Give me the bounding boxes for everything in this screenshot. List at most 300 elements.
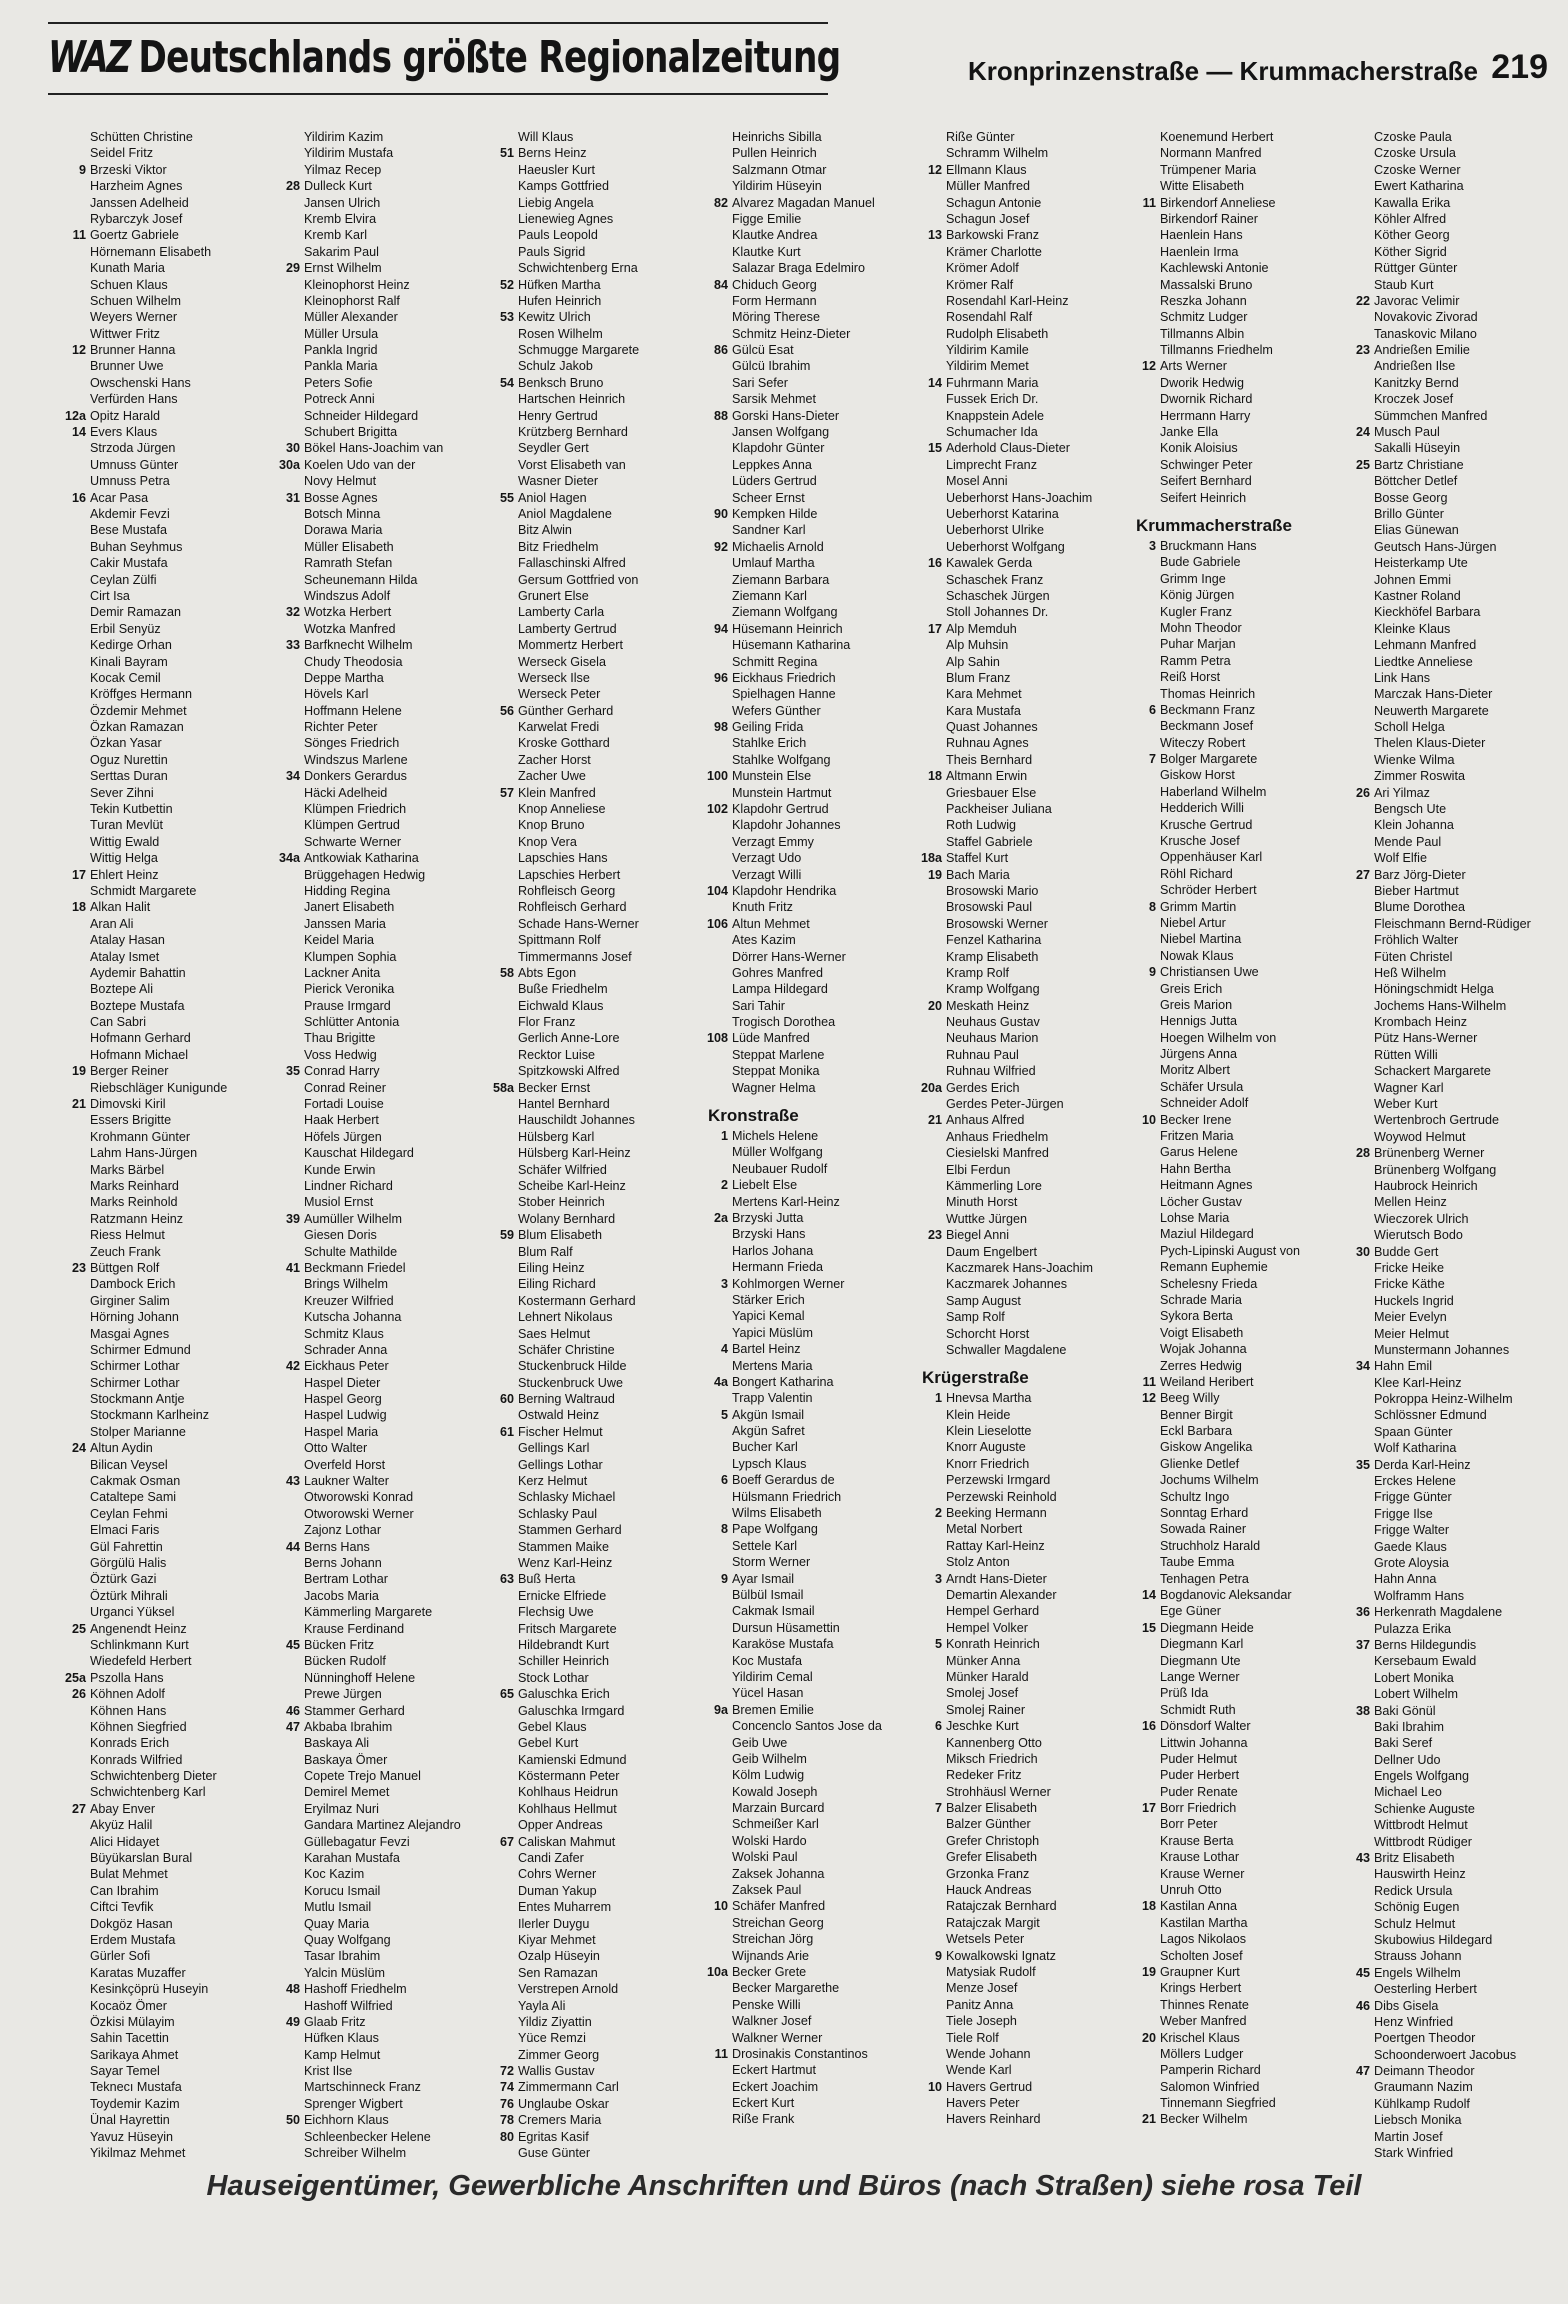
resident-name: Deppe Martha bbox=[304, 670, 384, 685]
resident-name: Heitmann Agnes bbox=[1160, 1178, 1253, 1193]
list-item bbox=[1132, 277, 1347, 293]
list-item bbox=[918, 1456, 1133, 1472]
resident-name: Bach Maria bbox=[946, 867, 1010, 882]
resident-name: Gerdes Erich bbox=[946, 1080, 1020, 1095]
list-item bbox=[490, 735, 705, 751]
house-number: 16 bbox=[71, 490, 86, 505]
list-item bbox=[704, 391, 919, 407]
list-item bbox=[1132, 1882, 1347, 1898]
list-item bbox=[276, 1178, 491, 1194]
list-item bbox=[1346, 1276, 1561, 1292]
list-item bbox=[490, 1686, 705, 1702]
list-item bbox=[276, 1948, 491, 1964]
list-item bbox=[1346, 309, 1561, 325]
resident-name: Schröder Herbert bbox=[1160, 883, 1257, 898]
resident-name: Neuhaus Marion bbox=[946, 1031, 1039, 1046]
list-item bbox=[490, 719, 705, 735]
resident-name: Füten Christel bbox=[1374, 949, 1453, 964]
resident-name: Konrath Heinrich bbox=[946, 1637, 1040, 1652]
list-item bbox=[276, 1424, 491, 1440]
list-item bbox=[276, 1489, 491, 1505]
house-number: 1 bbox=[934, 1391, 942, 1406]
resident-name: Rosendahl Ralf bbox=[946, 310, 1033, 325]
list-item bbox=[1132, 1325, 1347, 1341]
list-item bbox=[490, 1965, 705, 1981]
resident-name: Lamberty Gertrud bbox=[518, 621, 617, 636]
resident-name: Brunner Hanna bbox=[90, 343, 176, 358]
resident-name: Sümmchen Manfred bbox=[1374, 408, 1488, 423]
house-number: 18 bbox=[1141, 1899, 1156, 1914]
resident-name: Birkendorf Anneliese bbox=[1160, 195, 1276, 210]
list-item bbox=[704, 1276, 919, 1292]
resident-name: Christiansen Uwe bbox=[1160, 965, 1259, 980]
resident-name: Wolany Bernhard bbox=[518, 1211, 616, 1226]
resident-name: Zaksek Johanna bbox=[732, 1866, 825, 1881]
resident-name: Yüce Remzi bbox=[518, 2031, 586, 2046]
list-item bbox=[1346, 408, 1561, 424]
list-item bbox=[62, 1571, 277, 1587]
resident-name: Schneider Hildegard bbox=[304, 408, 419, 423]
resident-name: Puder Herbert bbox=[1160, 1768, 1240, 1783]
resident-name: Arndt Hans-Dieter bbox=[946, 1571, 1047, 1586]
list-item bbox=[276, 1162, 491, 1178]
list-item bbox=[276, 1145, 491, 1161]
house-number: 14 bbox=[927, 375, 942, 390]
list-item bbox=[62, 1932, 277, 1948]
resident-name: Neuhaus Gustav bbox=[946, 1015, 1040, 1030]
resident-name: Ozalp Hüseyin bbox=[518, 1949, 600, 1964]
list-item bbox=[704, 342, 919, 358]
resident-name: Yildirim Cemal bbox=[732, 1669, 813, 1684]
resident-name: Reiß Horst bbox=[1160, 670, 1221, 685]
resident-name: Ziemann Karl bbox=[732, 588, 807, 603]
resident-name: Hofmann Gerhard bbox=[90, 1031, 191, 1046]
resident-name: Verfürden Hans bbox=[90, 392, 178, 407]
resident-name: Konrads Erich bbox=[90, 1736, 170, 1751]
resident-name: Masgai Agnes bbox=[90, 1326, 170, 1341]
resident-name: Zerres Hedwig bbox=[1160, 1358, 1242, 1373]
list-item bbox=[490, 686, 705, 702]
list-item bbox=[490, 867, 705, 883]
house-number: 17 bbox=[71, 867, 86, 882]
resident-name: Wallis Gustav bbox=[518, 2064, 595, 2079]
list-item bbox=[1132, 1931, 1347, 1947]
house-number: 45 bbox=[285, 1637, 300, 1652]
list-item bbox=[490, 785, 705, 801]
list-item bbox=[1132, 1144, 1347, 1160]
list-item bbox=[1346, 1293, 1561, 1309]
house-number: 26 bbox=[1355, 785, 1370, 800]
resident-name: Schäfer Christine bbox=[518, 1342, 615, 1357]
house-number: 84 bbox=[713, 277, 728, 292]
resident-name: Rosendahl Karl-Heinz bbox=[946, 293, 1069, 308]
list-item bbox=[1346, 375, 1561, 391]
resident-name: Baskaya Ali bbox=[304, 1736, 370, 1751]
list-item bbox=[1346, 1768, 1561, 1784]
list-item bbox=[490, 375, 705, 391]
resident-name: Schlasky Paul bbox=[518, 1506, 598, 1521]
resident-name: Elias Günewan bbox=[1374, 523, 1459, 538]
list-item bbox=[704, 1292, 919, 1308]
house-number: 32 bbox=[285, 605, 300, 620]
resident-name: Jacobs Maria bbox=[304, 1588, 379, 1603]
list-item bbox=[1346, 1588, 1561, 1604]
list-item bbox=[1346, 326, 1561, 342]
list-item bbox=[704, 1128, 919, 1144]
list-item bbox=[490, 752, 705, 768]
resident-name: Meier Helmut bbox=[1374, 1326, 1449, 1341]
list-item bbox=[918, 244, 1133, 260]
house-number: 13 bbox=[927, 228, 942, 243]
resident-name: Özkan Ramazan bbox=[90, 720, 184, 735]
resident-name: Kostermann Gerhard bbox=[518, 1293, 636, 1308]
list-item bbox=[62, 1998, 277, 2014]
resident-name: Fuhrmann Maria bbox=[946, 375, 1039, 390]
list-item bbox=[276, 670, 491, 686]
list-item bbox=[704, 1948, 919, 1964]
list-item bbox=[704, 1735, 919, 1751]
resident-name: Brosowski Mario bbox=[946, 883, 1039, 898]
list-item bbox=[1132, 1997, 1347, 2013]
house-number: 49 bbox=[285, 2014, 300, 2029]
list-item bbox=[918, 211, 1133, 227]
list-item bbox=[62, 1194, 277, 1210]
list-item bbox=[704, 1603, 919, 1619]
resident-name: Mommertz Herbert bbox=[518, 638, 623, 653]
list-item bbox=[62, 1555, 277, 1571]
resident-name: Musch Paul bbox=[1374, 425, 1440, 440]
resident-name: Möllers Ludger bbox=[1160, 2046, 1244, 2061]
resident-name: Kieckhöfel Barbara bbox=[1374, 605, 1481, 620]
resident-name: Storm Werner bbox=[732, 1555, 811, 1570]
resident-name: Jürgens Anna bbox=[1160, 1047, 1238, 1062]
list-item bbox=[1346, 440, 1561, 456]
list-item bbox=[1132, 964, 1347, 980]
resident-name: Ratajczak Margit bbox=[946, 1915, 1040, 1930]
resident-name: Wittwer Fritz bbox=[90, 326, 160, 341]
list-item bbox=[1132, 882, 1347, 898]
resident-name: Karahan Mustafa bbox=[304, 1851, 400, 1866]
list-item bbox=[1132, 227, 1347, 243]
resident-name: Kanitzky Bernd bbox=[1374, 375, 1459, 390]
list-item bbox=[1132, 490, 1347, 506]
list-item bbox=[276, 1260, 491, 1276]
resident-name: Richter Peter bbox=[304, 720, 378, 735]
list-item bbox=[918, 1751, 1133, 1767]
list-item bbox=[1346, 358, 1561, 374]
list-item bbox=[918, 1816, 1133, 1832]
list-item bbox=[276, 2014, 491, 2030]
resident-name: Köther Sigrid bbox=[1374, 244, 1447, 259]
list-item bbox=[490, 1244, 705, 1260]
resident-name: Tinnemann Siegfried bbox=[1160, 2096, 1276, 2111]
house-number: 5 bbox=[720, 1407, 728, 1422]
list-item bbox=[62, 850, 277, 866]
resident-name: Spittmann Rolf bbox=[518, 933, 601, 948]
resident-name: Giskow Angelika bbox=[1160, 1440, 1253, 1455]
house-number: 9 bbox=[720, 1571, 728, 1586]
resident-name: Diegmann Karl bbox=[1160, 1637, 1244, 1652]
resident-name: Struchholz Harald bbox=[1160, 1538, 1261, 1553]
resident-name: Benner Birgit bbox=[1160, 1407, 1233, 1422]
list-item bbox=[62, 1129, 277, 1145]
house-number: 37 bbox=[1355, 1637, 1370, 1652]
resident-name: Lüders Gertrud bbox=[732, 474, 817, 489]
resident-name: Jansen Wolfgang bbox=[732, 425, 830, 440]
resident-name: Schwichtenberg Dieter bbox=[90, 1769, 217, 1784]
list-item bbox=[1132, 981, 1347, 997]
resident-name: Kremb Elvira bbox=[304, 211, 377, 226]
resident-name: Schlinkmann Kurt bbox=[90, 1637, 189, 1652]
list-item bbox=[704, 506, 919, 522]
resident-name: Opitz Harald bbox=[90, 408, 160, 423]
list-item bbox=[704, 178, 919, 194]
resident-name: Yildiz Ziyattin bbox=[518, 2014, 592, 2029]
resident-name: Serttas Duran bbox=[90, 769, 168, 784]
list-item bbox=[62, 1309, 277, 1325]
resident-name: Herrmann Harry bbox=[1160, 408, 1251, 423]
resident-name: Bartz Christiane bbox=[1374, 457, 1464, 472]
list-item bbox=[1132, 129, 1347, 145]
list-item bbox=[62, 1899, 277, 1915]
list-item bbox=[1346, 457, 1561, 473]
list-item bbox=[1346, 1817, 1561, 1833]
list-item bbox=[490, 1178, 705, 1194]
list-item bbox=[1346, 703, 1561, 719]
resident-name: Will Klaus bbox=[518, 130, 574, 144]
resident-name: Lapschies Hans bbox=[518, 851, 608, 866]
page-number: 219 bbox=[1491, 48, 1548, 86]
list-item bbox=[276, 1735, 491, 1751]
list-item bbox=[704, 1161, 919, 1177]
resident-name: Demir Ramazan bbox=[90, 605, 181, 620]
resident-name: Kleinophorst Heinz bbox=[304, 277, 410, 292]
resident-name: Schagun Antonie bbox=[946, 195, 1042, 210]
resident-name: Schönig Eugen bbox=[1374, 1900, 1460, 1915]
resident-name: Altun Aydin bbox=[90, 1441, 153, 1456]
list-item bbox=[490, 293, 705, 309]
resident-name: Brzyski Hans bbox=[732, 1227, 806, 1242]
list-item bbox=[490, 1817, 705, 1833]
list-item bbox=[918, 1178, 1133, 1194]
resident-name: Gebel Kurt bbox=[518, 1736, 579, 1751]
resident-name: Berns Hans bbox=[304, 1539, 370, 1554]
resident-name: Bitz Friedhelm bbox=[518, 539, 599, 554]
list-item bbox=[918, 654, 1133, 670]
list-item bbox=[704, 1325, 919, 1341]
list-item bbox=[1346, 1506, 1561, 1522]
house-number: 54 bbox=[499, 375, 514, 390]
list-item bbox=[704, 1915, 919, 1931]
house-number: 52 bbox=[499, 277, 514, 292]
house-number: 34 bbox=[1355, 1359, 1370, 1374]
resident-name: Wolframm Hans bbox=[1374, 1588, 1465, 1603]
list-item bbox=[704, 244, 919, 260]
resident-name: Fritzen Maria bbox=[1160, 1129, 1234, 1144]
resident-name: Schirmer Edmund bbox=[90, 1342, 191, 1357]
resident-name: Kleinke Klaus bbox=[1374, 621, 1451, 636]
list-item bbox=[490, 621, 705, 637]
house-number: 59 bbox=[499, 1228, 514, 1243]
resident-name: Atalay Hasan bbox=[90, 933, 165, 948]
resident-name: Beckmann Friedel bbox=[304, 1260, 406, 1275]
resident-name: Wenz Karl-Heinz bbox=[518, 1555, 613, 1570]
resident-name: Gellings Lothar bbox=[518, 1457, 603, 1472]
resident-name: Kölm Ludwig bbox=[732, 1768, 805, 1783]
resident-name: Bongert Katharina bbox=[732, 1374, 834, 1389]
resident-name: Beeking Hermann bbox=[946, 1506, 1047, 1521]
list-item bbox=[1132, 1571, 1347, 1587]
list-item bbox=[918, 260, 1133, 276]
list-item bbox=[1132, 1095, 1347, 1111]
list-item bbox=[704, 1472, 919, 1488]
list-item bbox=[704, 539, 919, 555]
resident-name: Glienke Detlef bbox=[1160, 1456, 1240, 1471]
list-item bbox=[704, 1587, 919, 1603]
resident-name: Bulat Mehmet bbox=[90, 1867, 168, 1882]
list-item bbox=[490, 1653, 705, 1669]
list-item bbox=[276, 375, 491, 391]
list-item bbox=[918, 670, 1133, 686]
list-item bbox=[490, 572, 705, 588]
resident-name: Kämmerling Margarete bbox=[304, 1605, 433, 1620]
list-item bbox=[918, 1129, 1133, 1145]
house-number: 2 bbox=[934, 1506, 942, 1521]
resident-name: Grefer Christoph bbox=[946, 1833, 1040, 1848]
resident-name: Schienke Auguste bbox=[1374, 1801, 1475, 1816]
resident-name: Becker Ernst bbox=[518, 1080, 591, 1095]
list-item bbox=[918, 981, 1133, 997]
list-item bbox=[490, 162, 705, 178]
resident-name: Sakarim Paul bbox=[304, 244, 379, 259]
list-item bbox=[62, 244, 277, 260]
house-number: 22 bbox=[1355, 293, 1370, 308]
resident-name: Ewert Katharina bbox=[1374, 179, 1464, 194]
list-item bbox=[1132, 702, 1347, 718]
list-item bbox=[1346, 1735, 1561, 1751]
resident-name: Berger Reiner bbox=[90, 1064, 169, 1079]
list-item bbox=[62, 145, 277, 161]
resident-name: Wotzka Herbert bbox=[304, 605, 392, 620]
list-item bbox=[704, 1358, 919, 1374]
house-number: 58a bbox=[492, 1080, 514, 1095]
column-1 bbox=[62, 129, 277, 2161]
list-item bbox=[704, 522, 919, 538]
resident-name: Biegel Anni bbox=[946, 1228, 1010, 1243]
resident-name: Tillmanns Albin bbox=[1160, 326, 1245, 341]
list-item bbox=[704, 1456, 919, 1472]
list-item bbox=[490, 244, 705, 260]
list-item bbox=[704, 277, 919, 293]
resident-name: Teknecı Mustafa bbox=[90, 2080, 182, 2095]
list-item bbox=[704, 1866, 919, 1882]
list-item bbox=[62, 932, 277, 948]
resident-name: Bitz Alwin bbox=[518, 523, 572, 538]
resident-name: Haenlein Irma bbox=[1160, 244, 1239, 259]
list-item bbox=[490, 1866, 705, 1882]
resident-name: Budde Gert bbox=[1374, 1244, 1439, 1259]
list-item bbox=[276, 1768, 491, 1784]
list-item bbox=[704, 129, 919, 145]
list-item bbox=[1346, 785, 1561, 801]
list-item bbox=[276, 506, 491, 522]
resident-name: Glaab Fritz bbox=[304, 2014, 366, 2029]
list-item bbox=[918, 1162, 1133, 1178]
list-item bbox=[704, 588, 919, 604]
list-item bbox=[1132, 1194, 1347, 1210]
list-item bbox=[62, 1293, 277, 1309]
resident-name: Lüde Manfred bbox=[732, 1031, 810, 1046]
resident-name: Klumpen Sophia bbox=[304, 949, 397, 964]
resident-name: Müller Ursula bbox=[304, 326, 379, 341]
list-item bbox=[1346, 260, 1561, 276]
resident-name: Pullen Heinrich bbox=[732, 146, 817, 161]
resident-name: Janssen Maria bbox=[304, 916, 386, 931]
list-item bbox=[490, 1916, 705, 1932]
list-item bbox=[62, 1686, 277, 1702]
resident-name: Smolej Josef bbox=[946, 1686, 1019, 1701]
list-item bbox=[490, 1588, 705, 1604]
resident-name: Bosse Agnes bbox=[304, 490, 378, 505]
resident-name: Grunert Else bbox=[518, 588, 589, 603]
list-item bbox=[704, 670, 919, 686]
resident-name: Wieczorek Ulrich bbox=[1374, 1211, 1469, 1226]
resident-name: Gerdes Peter-Jürgen bbox=[946, 1097, 1064, 1112]
list-item bbox=[1346, 1850, 1561, 1866]
resident-name: Kramp Rolf bbox=[946, 965, 1009, 980]
list-item bbox=[276, 1309, 491, 1325]
resident-name: Sari Sefer bbox=[732, 375, 788, 390]
list-item bbox=[490, 309, 705, 325]
list-item bbox=[918, 358, 1133, 374]
resident-name: Weber Kurt bbox=[1374, 1097, 1438, 1112]
resident-name: Lehnert Nikolaus bbox=[518, 1310, 613, 1325]
resident-name: Oguz Nurettin bbox=[90, 752, 168, 767]
resident-name: Bücken Rudolf bbox=[304, 1654, 386, 1669]
list-item bbox=[490, 801, 705, 817]
list-item bbox=[704, 1898, 919, 1914]
list-item bbox=[918, 1948, 1133, 1964]
list-item bbox=[1346, 1063, 1561, 1079]
resident-name: Engels Wolfgang bbox=[1374, 1769, 1469, 1784]
resident-name: Prüß Ida bbox=[1160, 1686, 1209, 1701]
list-item bbox=[704, 2095, 919, 2111]
list-item bbox=[1132, 1472, 1347, 1488]
resident-name: Roth Ludwig bbox=[946, 818, 1017, 833]
resident-name: Matysiak Rudolf bbox=[946, 1964, 1036, 1979]
list-item bbox=[704, 1571, 919, 1587]
list-item bbox=[1346, 1998, 1561, 2014]
resident-name: Vorst Elisabeth van bbox=[518, 457, 626, 472]
resident-name: Aderhold Claus-Dieter bbox=[946, 441, 1070, 456]
house-number: 10 bbox=[927, 2079, 942, 2094]
list-item bbox=[62, 1916, 277, 1932]
list-item bbox=[1132, 1554, 1347, 1570]
list-item bbox=[704, 1521, 919, 1537]
resident-name: Koenemund Herbert bbox=[1160, 130, 1274, 144]
list-item bbox=[276, 1326, 491, 1342]
list-item bbox=[704, 998, 919, 1014]
resident-name: Bilican Veysel bbox=[90, 1457, 168, 1472]
resident-name: Krause Ferdinand bbox=[304, 1621, 405, 1636]
list-item bbox=[1132, 2046, 1347, 2062]
list-item bbox=[704, 260, 919, 276]
list-item bbox=[490, 1227, 705, 1243]
resident-name: Schmeißer Karl bbox=[732, 1817, 819, 1832]
list-item bbox=[704, 1374, 919, 1390]
list-item bbox=[1346, 834, 1561, 850]
list-item bbox=[1132, 817, 1347, 833]
